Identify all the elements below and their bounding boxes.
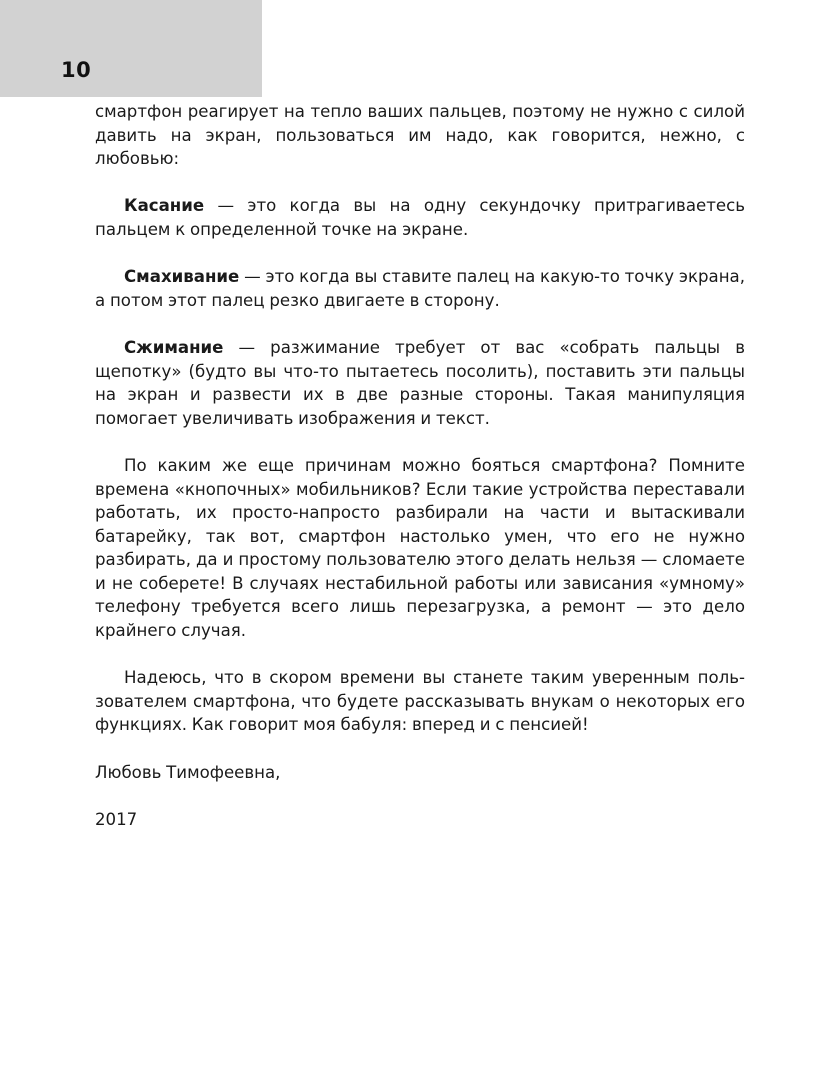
term-pinch: Сжимание	[124, 337, 224, 357]
paragraph-hope: Надеюсь, что в скором времени вы станете таким уверенным пользователем смартфона, что будете рассказывать внукам о некоторых его функциях. Как говорит моя бабуля: вперед и с пенсией!	[95, 668, 745, 735]
signature-author: Любовь Тимофеевна,	[95, 762, 281, 782]
page-number-tab	[0, 0, 262, 97]
page-number: 10	[61, 58, 92, 82]
signature-year: 2017	[95, 809, 138, 829]
body-text	[95, 100, 745, 855]
term-touch: Касание	[124, 196, 205, 216]
paragraph-fear: По каким же еще причинам можно бояться смартфона? Помните времена «кнопочных» мобильников? Если такие устройства переставали работать, их просто-напросто разбирали на части и вытаскивали батарейку, так вот, смартфон настолько умен, что его не нужно разбирать, да и простому пользователю этого делать нельзя — сломаете и не соберете! В случаях нестабильной работы или зависания «умному» телефону требуется всего лишь перезагрузка, а ремонт — это дело крайнего случая.	[95, 455, 745, 641]
paragraph-swipe	[95, 265, 745, 312]
paragraph-intro: смартфон реагирует на тепло ваших пальцев, поэтому не нужно с силой давить на экран, пользоваться им надо, как говорится, нежно, с любовью:	[95, 102, 745, 169]
definition-touch: — это когда вы на одну секундочку притрагиваетесь пальцем к определенной точке на экране.	[95, 196, 745, 239]
term-swipe: Смахивание	[124, 267, 240, 287]
definition-swipe: — это когда вы ставите палец на какую-то точку экрана, а потом этот палец резко двигаете в сторону.	[95, 267, 745, 310]
paragraph-pinch	[95, 336, 745, 430]
paragraph-touch	[95, 194, 745, 241]
definition-pinch: — разжимание требует от вас «собрать пальцы в щепотку» (будто вы что-то пытаетесь посолить), поставить эти пальцы на экран и развести их в две разные стороны. Такая манипуляция помогает увеличивать изображения и текст.	[95, 337, 745, 428]
